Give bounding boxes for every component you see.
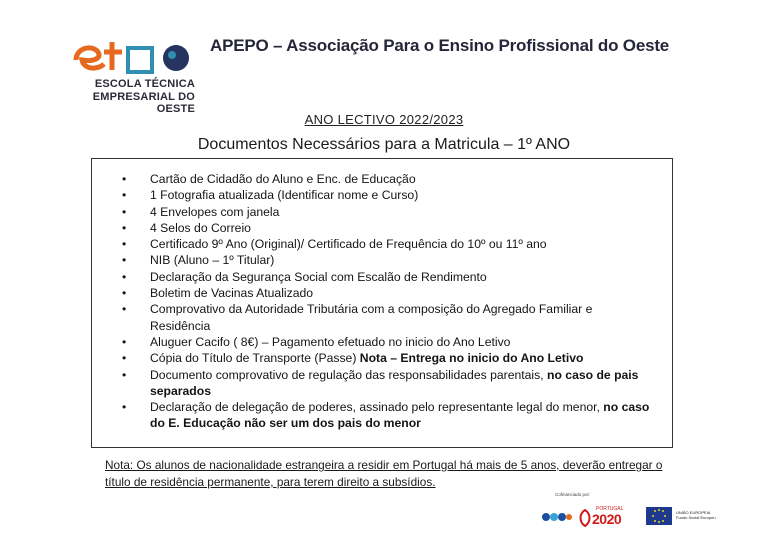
document-item-emphasis: no caso de pais separados <box>150 367 639 398</box>
document-item-text: Documento comprovativo de regulação das responsabilidades parentais, <box>150 367 548 382</box>
bullet-icon: • <box>122 334 127 349</box>
bullet-icon: • <box>122 302 127 317</box>
document-item <box>92 285 672 301</box>
document-item <box>92 252 672 268</box>
portugal-2020-logo <box>578 503 636 529</box>
bullet-icon: • <box>122 351 127 366</box>
document-item <box>92 187 672 203</box>
bullet-icon: • <box>122 237 127 252</box>
document-item <box>92 236 672 252</box>
document-item-text: NIB (Aluno – 1º Titular) <box>150 253 275 268</box>
document-item <box>92 204 672 220</box>
eu-label: UNIÃO EUROPEIA Fundo Social Europeu <box>676 510 716 520</box>
document-title: Documentos Necessários para a Matricula – 1º ANO <box>197 136 571 153</box>
required-documents-box <box>91 158 673 448</box>
document-item <box>92 334 672 350</box>
foreign-students-note: Nota: Os alunos de nacionalidade estrangeira a residir em Portugal há mais de 5 anos, deverão entregar o título de residência permanente, para terem direito a subsídios. <box>105 458 663 489</box>
document-item-text: Boletim de Vacinas Atualizado <box>150 286 314 301</box>
bullet-icon: • <box>122 204 127 219</box>
document-item <box>92 367 672 400</box>
bullet-icon: • <box>122 269 127 284</box>
document-item-text: Declaração da Segurança Social com Escalão de Rendimento <box>150 269 487 284</box>
document-item-text: Declaração de delegação de poderes, assinado pelo representante legal do menor, <box>150 400 604 415</box>
document-item-text: 4 Envelopes com janela <box>150 204 280 219</box>
eu-logo <box>646 507 716 527</box>
document-item <box>92 399 672 432</box>
document-item <box>92 171 672 187</box>
portugal-2020-label: 2020 <box>592 511 622 527</box>
bullet-icon: • <box>122 188 127 203</box>
school-name-line2: EMPRESARIAL DO OESTE <box>92 91 195 115</box>
required-documents-list <box>92 171 672 432</box>
association-title: APEPO – Associação Para o Ensino Profissional do Oeste <box>210 36 670 55</box>
school-name-line1: ESCOLA TÉCNICA <box>94 78 195 90</box>
document-item <box>92 269 672 285</box>
document-item-emphasis: Nota – Entrega no inicio do Ano Letivo <box>359 351 584 366</box>
funding-logos <box>540 503 720 531</box>
cofinanced-label: Cofinanciado por: <box>555 492 591 497</box>
bullet-icon: • <box>122 253 127 268</box>
document-item <box>92 220 672 236</box>
portugal-label: PORTUGAL <box>596 506 624 512</box>
bullet-icon: • <box>122 220 127 235</box>
document-item-text: Cartão de Cidadão do Aluno e Enc. de Educação <box>150 172 416 186</box>
document-item-text: Cópia do Título de Transporte (Passe) <box>150 351 360 366</box>
bullet-icon: • <box>122 367 127 382</box>
bullet-icon: • <box>122 172 127 186</box>
bullet-icon: • <box>122 286 127 301</box>
bullet-icon: • <box>122 400 127 415</box>
document-item-text: Comprovativo da Autoridade Tributária com a composição do Agregado Familiar e Residência <box>150 302 593 333</box>
school-logo <box>70 38 195 115</box>
document-item-emphasis: no caso do E. Educação não ser um dos pais do menor <box>150 400 650 431</box>
document-item-text: Aluguer Cacifo ( 8€) – Pagamento efetuado no inicio do Ano Letivo <box>150 334 511 349</box>
document-item-text: Certificado 9º Ano (Original)/ Certificado de Frequência do 10º ou 11º ano <box>150 237 547 252</box>
poci-logo-icon <box>540 509 574 525</box>
etbo-logo-icon <box>72 38 192 76</box>
portugal-swirl-icon <box>578 509 592 527</box>
document-item-text: 1 Fotografia atualizada (Identificar nome e Curso) <box>150 188 419 203</box>
document-item <box>92 350 672 366</box>
document-item <box>92 301 672 334</box>
document-item-text: 4 Selos do Correio <box>150 220 251 235</box>
school-year: ANO LECTIVO 2022/2023 <box>304 112 464 127</box>
eu-flag-icon <box>646 507 672 525</box>
